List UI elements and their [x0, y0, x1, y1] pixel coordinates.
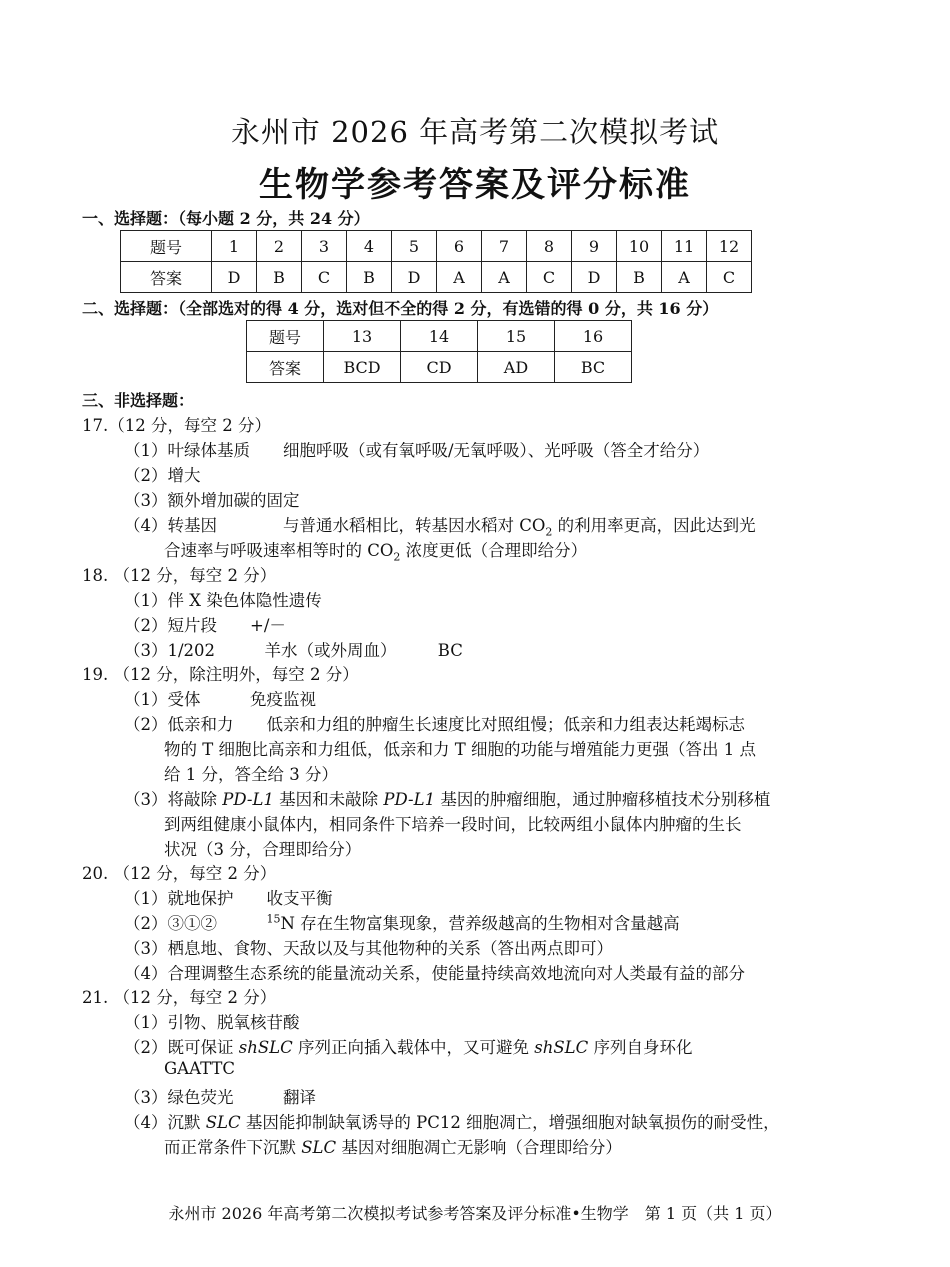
table-cell: C — [527, 262, 572, 293]
text-span: 的利用率更高，因此达到光 — [552, 516, 756, 535]
q17-answer-1: （1）叶绿体基质 细胞呼吸（或有氧呼吸/无氧呼吸）、光呼吸（答全才给分） — [124, 441, 710, 460]
q21-answer-2-cont: GAATTC — [164, 1059, 236, 1078]
q21-answer-2 — [124, 1034, 692, 1058]
table-cell: A — [437, 262, 482, 293]
table-cell: 3 — [302, 231, 347, 262]
table-row — [121, 231, 752, 262]
q19-heading: 19. （12 分，除注明外，每空 2 分） — [82, 665, 359, 684]
q20-answer-3: （3）栖息地、食物、天敌以及与其他物种的关系（答出两点即可） — [124, 939, 613, 958]
q19-answer-3-cont: 到两组健康小鼠体内，相同条件下培养一段时间，比较两组小鼠体内肿瘤的生长 — [164, 815, 742, 834]
table-cell: A — [482, 262, 527, 293]
q17-answer-4-cont — [164, 537, 587, 563]
gene-name: shSLC — [534, 1038, 589, 1057]
table-cell: C — [302, 262, 347, 293]
row-label: 题号 — [121, 231, 212, 262]
table-cell: C — [707, 262, 752, 293]
q21-answer-4 — [124, 1109, 780, 1133]
table-cell: 11 — [662, 231, 707, 262]
section1-answer-table — [120, 230, 752, 293]
table-cell: 14 — [401, 321, 478, 352]
table-cell: AD — [478, 352, 555, 383]
q18-answer-2: （2）短片段 +/－ — [124, 616, 286, 635]
text-span: 序列自身环化 — [588, 1038, 693, 1057]
table-cell: 4 — [347, 231, 392, 262]
table-cell: 13 — [324, 321, 401, 352]
table-cell: A — [662, 262, 707, 293]
q18-heading: 18. （12 分，每空 2 分） — [82, 566, 277, 585]
table-cell: 7 — [482, 231, 527, 262]
gene-name: PD-L1 — [383, 790, 436, 809]
table-cell: D — [212, 262, 257, 293]
q19-answer-3-cont: 状况（3 分，合理即给分） — [164, 840, 362, 859]
text-span: 序列正向插入载体中，又可避免 — [292, 1038, 535, 1057]
q19-answer-2-cont: 物的 T 细胞比高亲和力组低，低亲和力 T 细胞的功能与增殖能力更强（答出 1 点 — [164, 740, 756, 759]
section2-title: 二、选择题：（全部选对的得 4 分，选对但不全的得 2 分，有选错的得 0 分，共 16 分） — [82, 299, 719, 318]
q21-answer-4-cont — [164, 1134, 622, 1158]
table-cell: 5 — [392, 231, 437, 262]
table-cell: BC — [555, 352, 632, 383]
page-subtitle: 生物学参考答案及评分标准 — [259, 165, 691, 205]
text-span: 合速率与呼吸速率相等时的 CO — [164, 541, 394, 560]
gene-name: PD-L1 — [222, 790, 274, 809]
text-span: （4）沉默 — [124, 1113, 206, 1132]
table-cell: 15 — [478, 321, 555, 352]
page-footer: 永州市 2026 年高考第二次模拟考试参考答案及评分标准•生物学 第 1 页（共 1 页） — [168, 1204, 782, 1223]
table-cell: D — [392, 262, 437, 293]
q19-answer-2-cont: 给 1 分，答全给 3 分） — [164, 765, 338, 784]
table-cell: B — [617, 262, 662, 293]
q18-answer-3: （3）1/202 羊水（或外周血） BC — [124, 641, 463, 660]
table-cell: 9 — [572, 231, 617, 262]
table-cell: 12 — [707, 231, 752, 262]
q19-answer-1: （1）受体 免疫监视 — [124, 690, 316, 709]
text-span: （3）将敲除 — [124, 790, 223, 809]
text-span: 基因能抑制缺氧诱导的 PC12 细胞凋亡，增强细胞对缺氧损伤的耐受性， — [240, 1113, 780, 1132]
q20-heading: 20. （12 分，每空 2 分） — [82, 864, 277, 883]
section3-title: 三、非选择题： — [82, 391, 195, 410]
q19-answer-3 — [124, 786, 770, 810]
q21-answer-1: （1）引物、脱氧核苷酸 — [124, 1013, 300, 1032]
q17-answer-4 — [124, 512, 756, 538]
q18-answer-1: （1）伴 X 染色体隐性遗传 — [124, 591, 322, 610]
text-span: 浓度更低（合理即给分） — [400, 541, 588, 560]
text-span: N 存在生物富集现象，营养级越高的生物相对含量越高 — [280, 914, 680, 933]
table-row — [121, 262, 752, 293]
q17-answer-2: （2）增大 — [124, 466, 201, 485]
gene-name: shSLC — [238, 1038, 293, 1057]
text-span: 而正常条件下沉默 — [164, 1138, 302, 1157]
text-span: 基因对细胞凋亡无影响（合理即给分） — [336, 1138, 622, 1157]
gene-name: SLC — [205, 1113, 241, 1132]
superscript: 15 — [266, 912, 281, 926]
row-label: 答案 — [247, 352, 324, 383]
table-cell: 10 — [617, 231, 662, 262]
gene-name: SLC — [301, 1138, 337, 1157]
table-cell: 2 — [257, 231, 302, 262]
q17-heading: 17.（12 分，每空 2 分） — [82, 416, 271, 435]
text-span: （4）转基因 与普通水稻相比，转基因水稻对 CO — [124, 516, 546, 535]
row-label: 答案 — [121, 262, 212, 293]
q17-answer-3: （3）额外增加碳的固定 — [124, 491, 300, 510]
section1-title: 一、选择题：（每小题 2 分，共 24 分） — [82, 209, 370, 228]
table-cell: B — [257, 262, 302, 293]
text-span: 基因的肿瘤细胞，通过肿瘤移植技术分别移植 — [435, 790, 771, 809]
q21-heading: 21. （12 分，每空 2 分） — [82, 988, 277, 1007]
table-cell: D — [572, 262, 617, 293]
text-span: （2）③①② — [124, 914, 267, 933]
page-title: 永州市 2026 年高考第二次模拟考试 — [230, 115, 720, 149]
subscript: 2 — [545, 525, 553, 539]
table-cell: CD — [401, 352, 478, 383]
table-cell: B — [347, 262, 392, 293]
q21-answer-3: （3）绿色荧光 翻译 — [124, 1088, 316, 1107]
text-span: （2）既可保证 — [124, 1038, 239, 1057]
table-cell: BCD — [324, 352, 401, 383]
table-row — [247, 352, 632, 383]
q20-answer-4: （4）合理调整生态系统的能量流动关系，使能量持续高效地流向对人类最有益的部分 — [124, 964, 745, 983]
row-label: 题号 — [247, 321, 324, 352]
table-cell: 16 — [555, 321, 632, 352]
text-span: 基因和未敲除 — [273, 790, 384, 809]
table-row — [247, 321, 632, 352]
section2-answer-table — [246, 320, 632, 383]
q20-answer-1: （1）就地保护 收支平衡 — [124, 889, 333, 908]
q19-answer-2: （2）低亲和力 低亲和力组的肿瘤生长速度比对照组慢；低亲和力组表达耗竭标志 — [124, 715, 745, 734]
subscript: 2 — [393, 550, 401, 564]
table-cell: 1 — [212, 231, 257, 262]
table-cell: 6 — [437, 231, 482, 262]
q20-answer-2 — [124, 910, 680, 934]
table-cell: 8 — [527, 231, 572, 262]
